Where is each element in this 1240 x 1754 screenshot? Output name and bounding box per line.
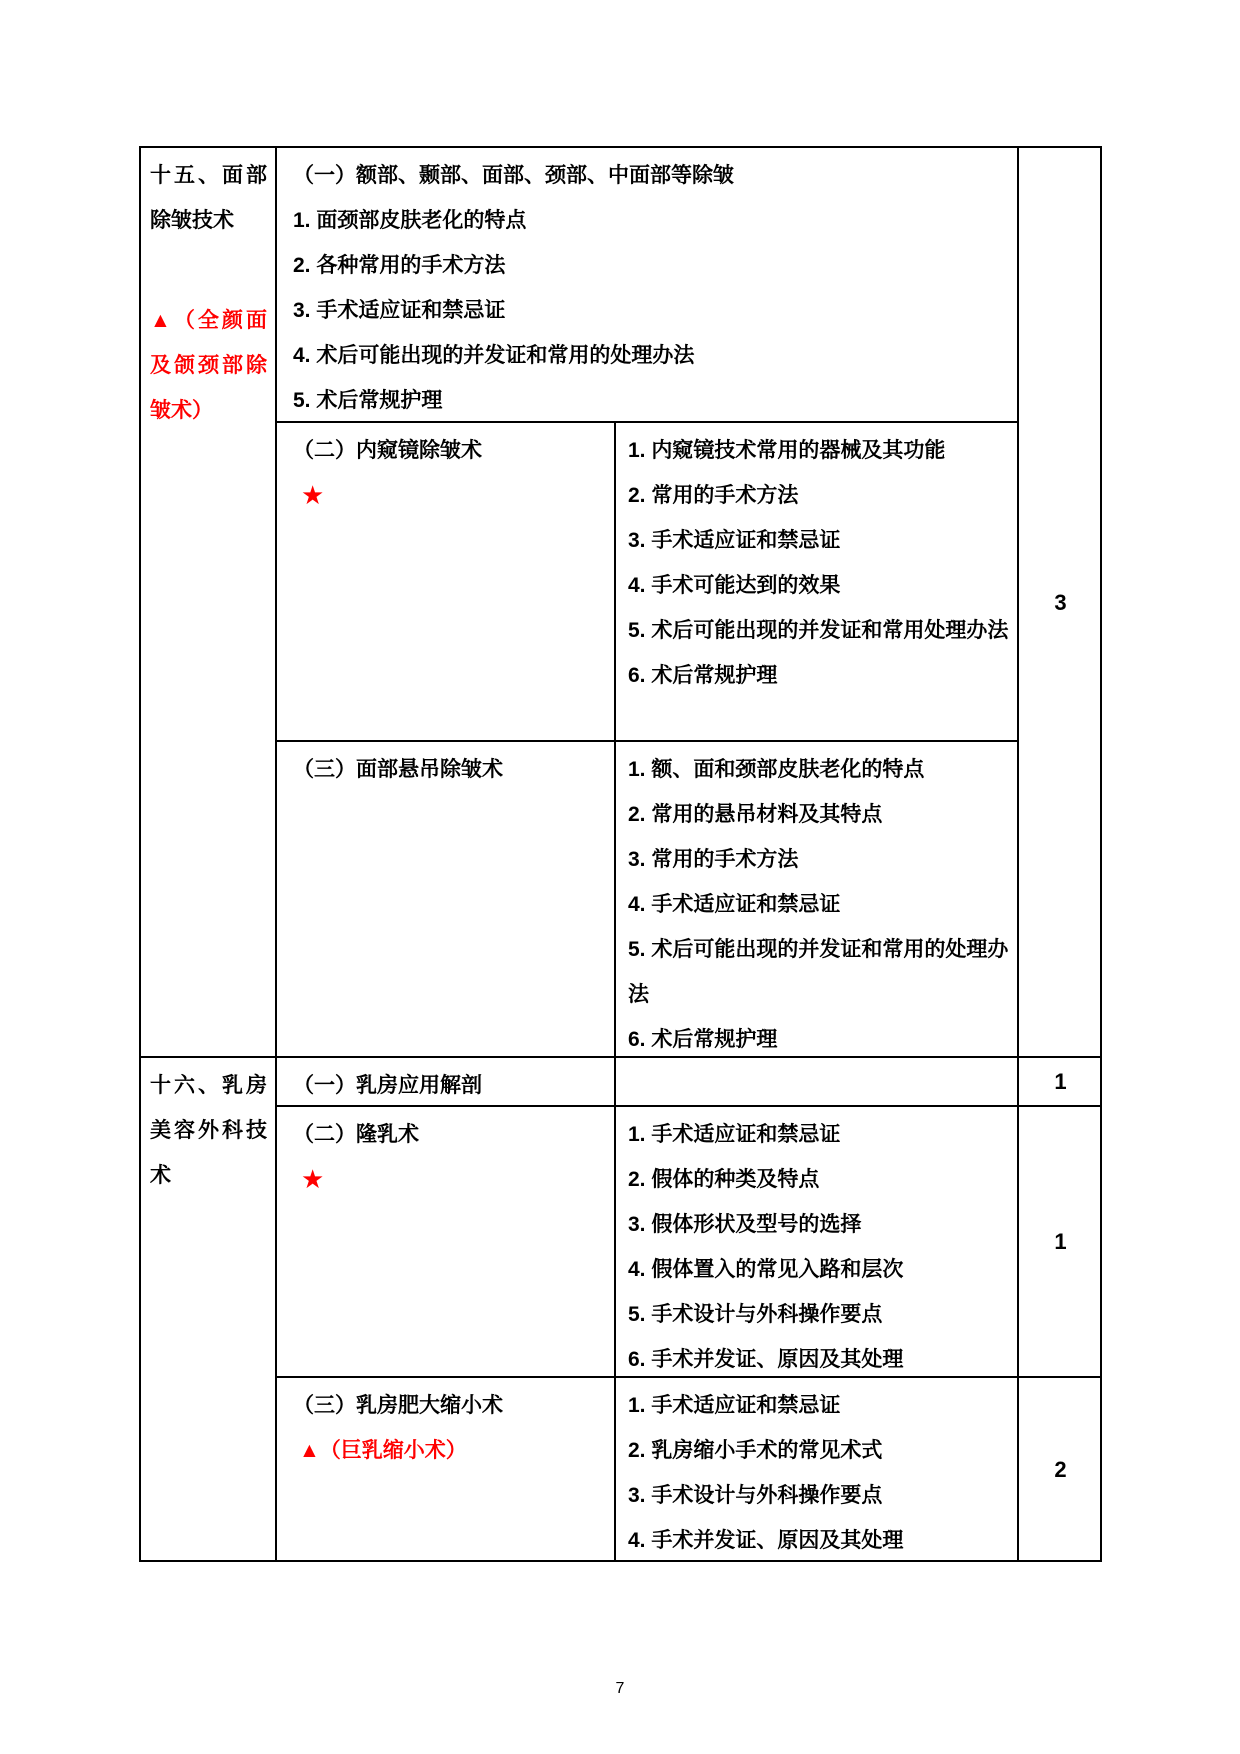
detail-item: 5. 术后常规护理 [293,389,443,412]
detail-item: 2. 乳房缩小手术的常见术式 [628,1439,883,1462]
detail-item: 3. 手术适应证和禁忌证 [628,529,841,552]
detail-item: 5. 术后可能出现的并发证和常用处理办法 [628,619,1009,642]
hours-value: 1 [1054,1229,1067,1254]
detail-item: 1. 内窥镜技术常用的器械及其功能 [628,439,946,462]
subsection-title: （一）额部、颞部、面部、颈部、中面部等除皱 [293,164,734,187]
chapter-title: 十六、乳房美容外科技术 [150,1074,267,1187]
detail-item: 1. 手术适应证和禁忌证 [628,1123,841,1146]
page-number: 7 [615,1680,625,1697]
curriculum-table [139,146,1102,1562]
detail-item: 5. 术后可能出现的并发证和常用的处理办法 [628,938,1009,1006]
detail-item: 4. 手术并发证、原因及其处理 [628,1529,904,1552]
detail-item: 6. 术后常规护理 [628,664,778,687]
detail-item: 2. 假体的种类及特点 [628,1168,820,1191]
detail-item: 4. 假体置入的常见入路和层次 [628,1258,904,1281]
section16-row3-title-cell [277,1378,616,1560]
detail-item: 1. 手术适应证和禁忌证 [628,1394,841,1417]
detail-item: 4. 手术可能达到的效果 [628,574,841,597]
detail-item: 1. 额、面和颈部皮肤老化的特点 [628,758,925,781]
section16-row3-hours-cell [1019,1378,1102,1560]
subsection-title: （三）面部悬吊除皱术 [293,758,503,781]
section15-row2-detail-cell [616,423,1019,742]
section16-row1-hours-cell [1019,1058,1102,1107]
chapter-note: ▲（巨乳缩小术） [299,1439,467,1462]
detail-item: 5. 手术设计与外科操作要点 [628,1303,883,1326]
section15-hours-cell [1019,148,1102,1058]
subsection-title: （二）隆乳术 [293,1123,419,1146]
star-icon: ★ [301,1164,325,1194]
subsection-title: （二）内窥镜除皱术 [293,439,482,462]
section15-row1-cell [277,148,1019,423]
section16-row2-title-cell [277,1107,616,1378]
star-icon: ★ [301,480,325,510]
hours-value: 1 [1054,1069,1067,1094]
section15-row3-title-cell [277,742,616,1058]
section15-row3-detail-cell [616,742,1019,1058]
detail-item: 6. 术后常规护理 [628,1028,778,1051]
detail-item: 2. 常用的悬吊材料及其特点 [628,803,883,826]
detail-item: 1. 面颈部皮肤老化的特点 [293,209,527,232]
section16-row1-detail-cell [616,1058,1019,1107]
detail-item: 2. 常用的手术方法 [628,484,799,507]
section16-row3-detail-cell [616,1378,1019,1560]
detail-item: 2. 各种常用的手术方法 [293,254,506,277]
hours-value: 3 [1054,589,1067,615]
section15-row2-title-cell [277,423,616,742]
chapter-cell-16 [141,1058,277,1560]
detail-item: 3. 手术适应证和禁忌证 [293,299,506,322]
chapter-title: 十五、面部除皱技术 [150,164,267,232]
chapter-note: ▲（全颜面及颌颈部除皱术） [150,309,267,422]
section16-row2-detail-cell [616,1107,1019,1378]
detail-item: 6. 手术并发证、原因及其处理 [628,1348,904,1371]
hours-value: 2 [1054,1456,1067,1482]
detail-item: 3. 常用的手术方法 [628,848,799,871]
detail-item: 4. 手术适应证和禁忌证 [628,893,841,916]
section16-row1-title-cell [277,1058,616,1107]
subsection-title: （一）乳房应用解剖 [293,1074,482,1097]
subsection-title: （三）乳房肥大缩小术 [293,1394,503,1417]
detail-item: 4. 术后可能出现的并发证和常用的处理办法 [293,344,695,367]
detail-item: 3. 假体形状及型号的选择 [628,1213,862,1236]
detail-item: 3. 手术设计与外科操作要点 [628,1484,883,1507]
chapter-cell-15 [141,148,277,1058]
section16-row2-hours-cell [1019,1107,1102,1378]
